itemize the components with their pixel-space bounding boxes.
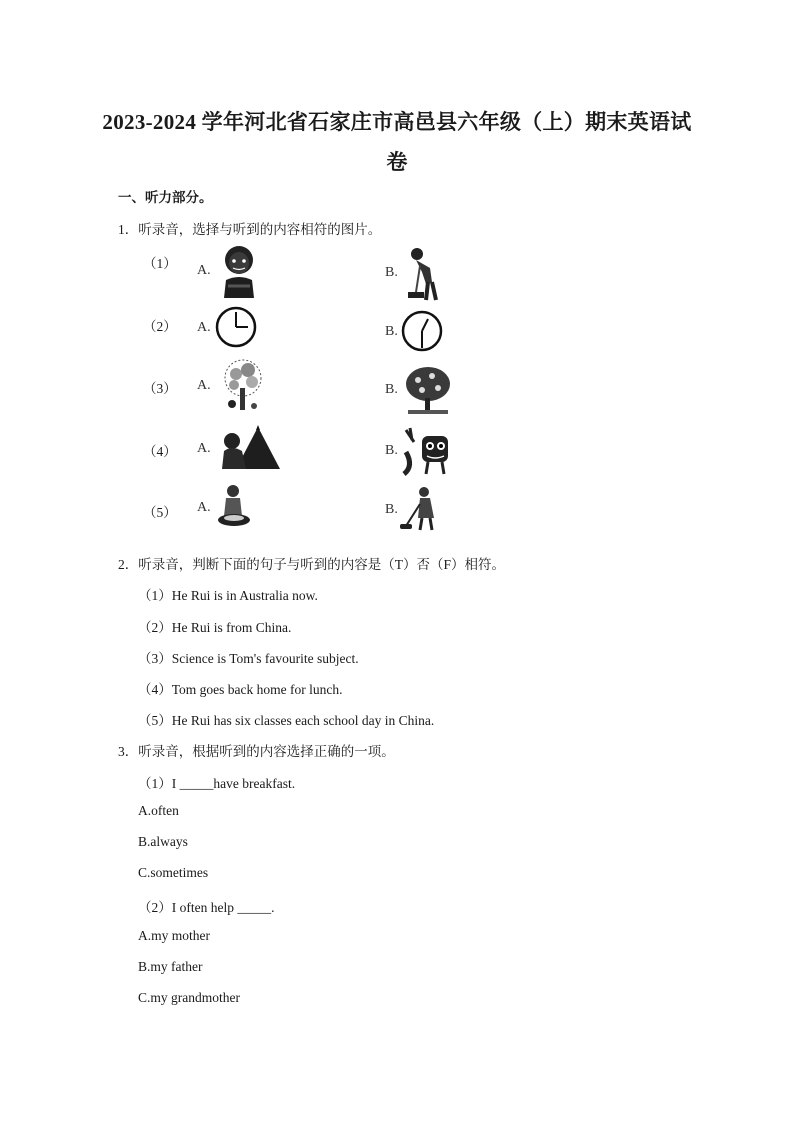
clock-three-oclock-icon	[215, 306, 257, 348]
q1-item-number: （2）	[143, 319, 177, 334]
q3-choice: C.sometimes	[138, 865, 209, 880]
person-sweeping-icon	[402, 246, 444, 302]
blossom-tree-icon	[218, 358, 268, 414]
q3-choice: A.my mother	[138, 928, 210, 943]
q1-option-a-label: A.	[197, 500, 211, 515]
q1-option-a-label: A.	[197, 441, 211, 456]
girl-washing-clothes-icon	[216, 484, 252, 530]
section-heading: 一、听力部分。	[118, 190, 213, 205]
q1-option-b-label: B.	[385, 265, 398, 280]
christmas-tree-icon	[214, 425, 282, 471]
person-vacuuming-icon	[400, 486, 440, 532]
boy-crossed-arms-icon	[218, 244, 260, 298]
q1-option-a-label: A.	[197, 263, 211, 278]
q3-question-stem: （1）I _____have breakfast.	[138, 776, 296, 791]
q1-option-a-label: A.	[197, 378, 211, 393]
q3-choice: C.my grandmother	[138, 990, 240, 1005]
q1-option-b-label: B.	[385, 382, 398, 397]
document-title-line1: 2023-2024 学年河北省石家庄市高邑县六年级（上）期末英语试	[102, 110, 692, 134]
document-title-line2: 卷	[386, 150, 408, 174]
q3-question-stem: （2）I often help _____.	[138, 900, 275, 915]
q1-option-a-label: A.	[197, 320, 211, 335]
clock-six-thirty-icon	[401, 310, 443, 352]
q3-choice: A.often	[138, 803, 179, 818]
q1-option-b-label: B.	[385, 324, 398, 339]
q3-prompt: 3．听录音，根据听到的内容选择正确的一项。	[118, 744, 395, 759]
q1-item-number: （5）	[143, 505, 177, 520]
q1-item-number: （3）	[143, 381, 177, 396]
q2-statement: （5）He Rui has six classes each school day in China.	[138, 713, 435, 728]
q2-statement: （2）He Rui is from China.	[138, 620, 292, 635]
q3-choice: B.my father	[138, 959, 203, 974]
q3-choice: B.always	[138, 834, 188, 849]
fruit-tree-icon	[402, 364, 454, 418]
q1-option-b-label: B.	[385, 502, 398, 517]
q1-item-number: （4）	[143, 444, 177, 459]
q2-prompt: 2．听录音，判断下面的句子与听到的内容是（T）否（F）相符。	[118, 557, 506, 572]
q2-statement: （3）Science is Tom's favourite subject.	[138, 651, 359, 666]
q2-statement: （4）Tom goes back home for lunch.	[138, 682, 343, 697]
q1-option-b-label: B.	[385, 443, 398, 458]
q1-prompt: 1．听录音，选择与听到的内容相符的图片。	[118, 222, 382, 237]
lion-dance-icon	[400, 426, 454, 476]
q2-statement: （1）He Rui is in Australia now.	[138, 588, 318, 603]
q1-item-number: （1）	[143, 256, 177, 271]
